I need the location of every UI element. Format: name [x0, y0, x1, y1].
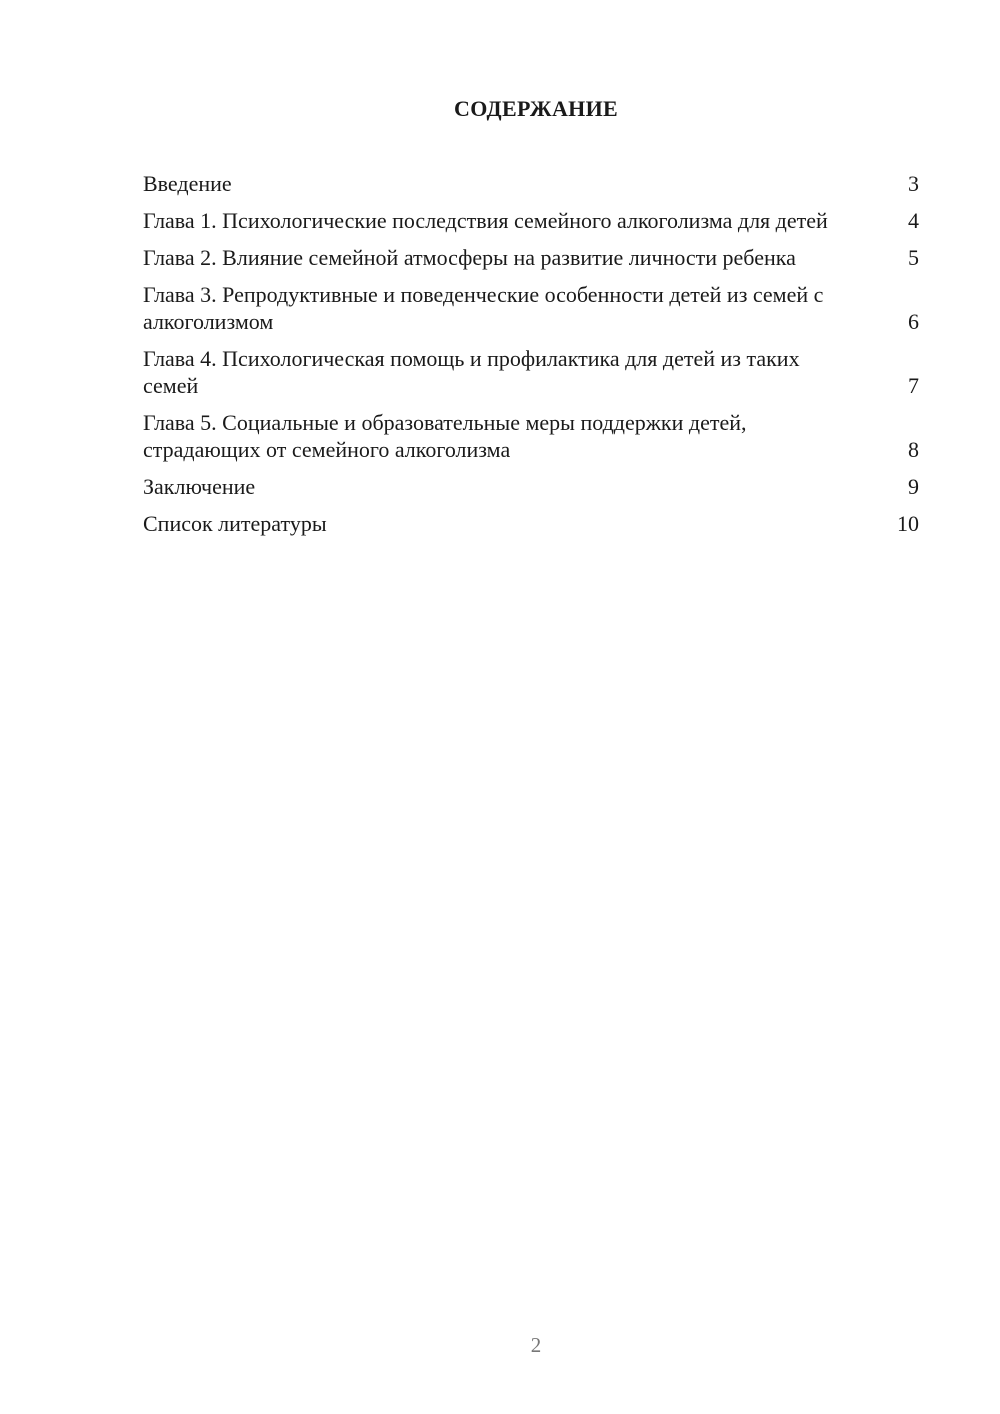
toc-entry-page: 4: [908, 208, 919, 233]
toc-entry-page: 7: [908, 373, 919, 398]
toc-entry-text: Глава 2. Влияние семейной атмосферы на развитие личности ребенка: [143, 245, 796, 270]
toc-entry-text: Глава 4. Психологическая помощь и профилактика для детей из таких семей: [143, 346, 800, 398]
toc-entry-conclusion[interactable]: [143, 473, 919, 500]
page-title: СОДЕРЖАНИЕ: [454, 96, 618, 121]
toc-entry-bibliography[interactable]: [143, 510, 919, 537]
toc-entry-chapter-5[interactable]: [143, 409, 919, 463]
toc-entry-text: Список литературы: [143, 511, 327, 536]
toc-entry-chapter-1[interactable]: [143, 207, 919, 234]
toc-entry-text: Глава 5. Социальные и образовательные меры поддержки детей, страдающих от семейного алкоголизма: [143, 410, 747, 462]
toc-entry-chapter-4[interactable]: [143, 345, 919, 399]
toc-entry-page: 10: [897, 511, 919, 536]
toc-entry-page: 3: [908, 171, 919, 196]
toc-entry-chapter-2[interactable]: [143, 244, 919, 271]
toc-entry-page: 9: [908, 474, 919, 499]
toc-entry-text: Заключение: [143, 474, 256, 499]
page-number: 2: [530, 1333, 542, 1357]
toc-entry-page: 6: [908, 309, 919, 334]
toc-entry-introduction[interactable]: [143, 170, 919, 197]
toc-entry-page: 5: [908, 245, 919, 270]
toc-entry-chapter-3[interactable]: [143, 281, 919, 335]
toc-entry-text: Глава 1. Психологические последствия семейного алкоголизма для детей: [143, 208, 828, 233]
toc-entry-text: Глава 3. Репродуктивные и поведенческие особенности детей из семей с алкоголизмом: [143, 282, 824, 334]
table-of-contents: [143, 170, 919, 547]
toc-entry-text: Введение: [143, 171, 232, 196]
toc-entry-page: 8: [908, 437, 919, 462]
